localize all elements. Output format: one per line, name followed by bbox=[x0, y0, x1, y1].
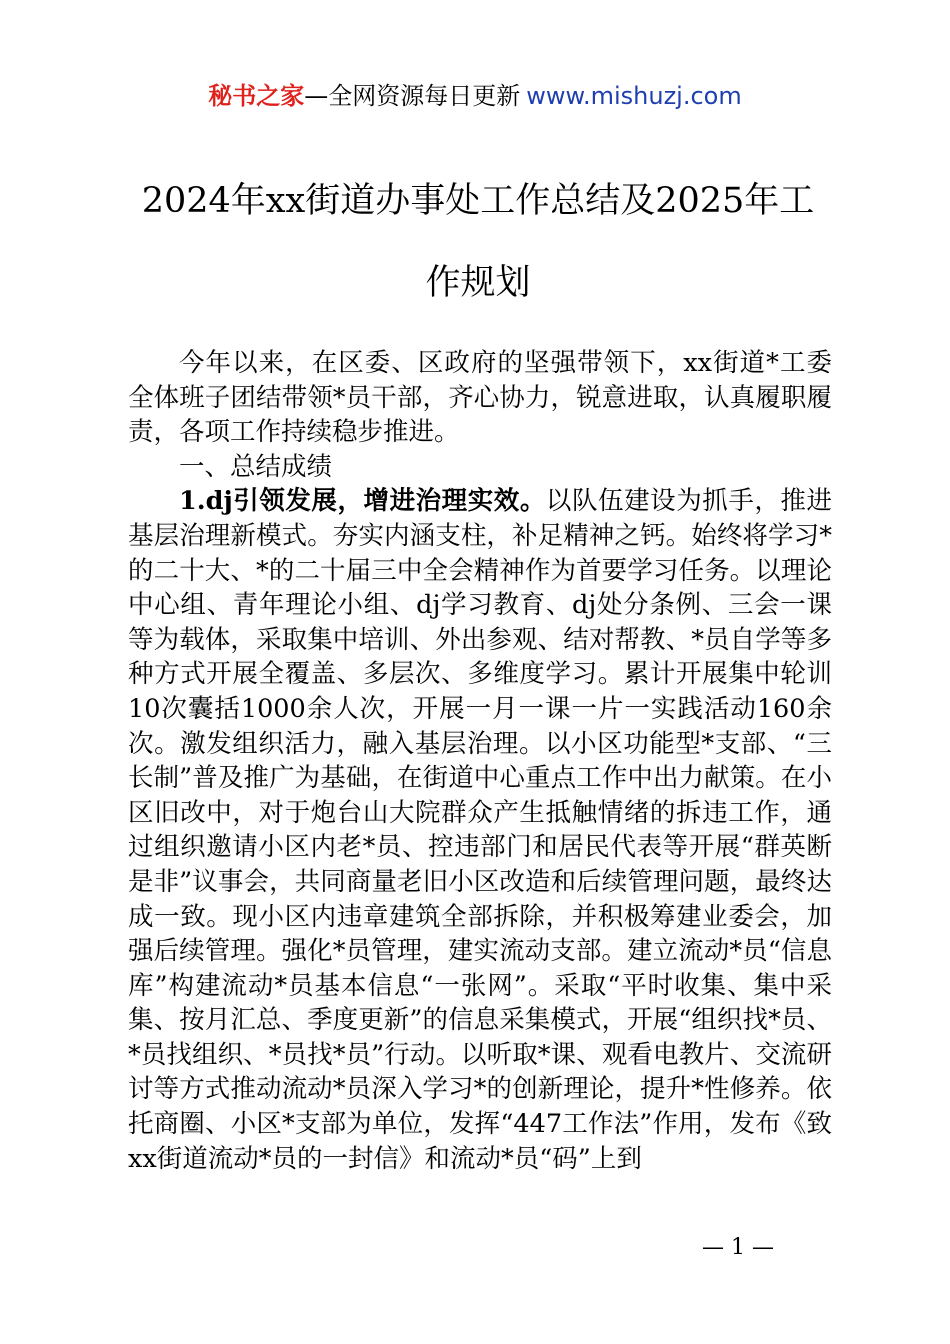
site-header bbox=[0, 78, 950, 114]
item1-body: 以队伍建设为抓手，推进基层治理新模式。夯实内涵支柱，补足精神之钙。始终将学习*的二十大、*的二十届三中全会精神作为首要学习任务。以理论中心组、青年理论小组、dj学习教育、dj处分条例、三会一课等为载体，采取集中培训、外出参观、结对帮教、*员自学等多种方式开展全覆盖、多层次、多维度学习。累计开展集中轮训10次囊括1000余人次，开展一月一课一片一实践活动160余次。激发组织活力，融入基层治理。以小区功能型*支部、“三长制”普及推广为基础，在街道中心重点工作中出力献策。在小区旧改中，对于炮台山大院群众产生抵触情绪的拆违工作，通过组织邀请小区内老*员、控违部门和居民代表等开展“群英断是非”议事会，共同商量老旧小区改造和后续管理问题，最终达成一致。现小区内违章建筑全部拆除，并积极筹建业委会，加强后续管理。强化*员管理，建实流动支部。建立流动*员“信息库”构建流动*员基本信息“一张网”。采取“平时收集、集中采集、按月汇总、季度更新”的信息采集模式，开展“组织找*员、*员找组织、*员找*员”行动。以听取*课、观看电教片、交流研讨等方式推动流动*员深入学习*的创新理论，提升*性修养。依托商圈、小区*支部为单位，发挥“447工作法”作用，发布《致xx街道流动*员的一封信》和流动*员“码”上到 bbox=[128, 486, 832, 1174]
item1-paragraph bbox=[128, 484, 832, 1176]
document-body bbox=[128, 346, 832, 1176]
page-number: — 1 — bbox=[702, 1235, 774, 1260]
site-slogan: —全网资源每日更新 bbox=[304, 82, 521, 110]
section-heading: 一、总结成绩 bbox=[179, 451, 333, 482]
document-title: 2024年xx街道办事处工作总结及2025年工作规划 bbox=[141, 181, 815, 303]
item1-lead: 1.dj引领发展，增进治理实效。 bbox=[179, 486, 546, 517]
site-url-link[interactable]: www.mishuzj.com bbox=[526, 82, 742, 110]
intro-paragraph: 今年以来，在区委、区政府的坚强带领下，xx街道*工委全体班子团结带领*员干部，齐心协力，锐意进取，认真履职履责，各项工作持续稳步推进。 bbox=[128, 348, 832, 448]
site-name: 秘书之家 bbox=[208, 82, 305, 110]
